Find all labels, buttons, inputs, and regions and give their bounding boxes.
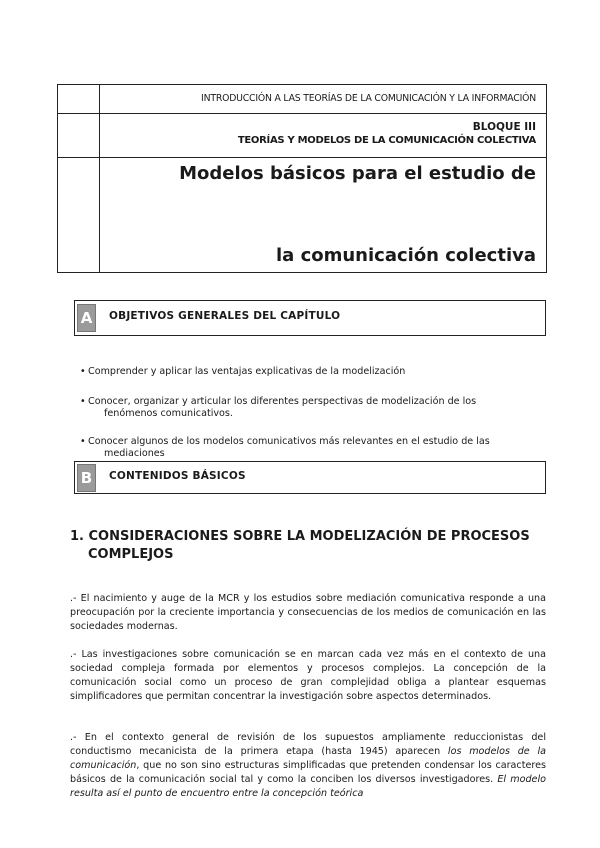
bullet-icon: •: [80, 436, 86, 447]
paragraph-1: .- El nacimiento y auge de la MCR y los estudios sobre mediación comunicativa responde a una preocupación por la creciente importancia y consecuencias de los medios de comunicación en las sociedades modernas.: [70, 593, 546, 632]
list-item: • Comprender y aplicar las ventajas explicativas de la modelización: [80, 366, 406, 377]
block-number: BLOQUE III: [472, 121, 536, 133]
header-row-title: [57, 157, 547, 273]
page-title-line2: la comunicación colectiva: [275, 245, 536, 266]
list-item: • Conocer algunos de los modelos comunicativos más relevantes en el estudio de las mediaciones: [80, 436, 490, 459]
section-b-box: [74, 461, 546, 494]
section-a-box: [74, 300, 546, 336]
page-title-line1: Modelos básicos para el estudio de: [179, 163, 536, 184]
header-row-block: [57, 113, 547, 157]
paragraph-2: .- Las investigaciones sobre comunicación se en marcan cada vez más en el contexto de una sociedad compleja formada por elementos y procesos complejos. La concepción de la comunicación social como un proceso de gran complejidad obliga a plantear esquemas simplificadores que permitan concentrar la investigación sobre aspectos determinados.: [70, 649, 546, 702]
bullet-icon: •: [80, 396, 86, 407]
bullet-icon: •: [80, 366, 86, 377]
section-a-letter: A: [77, 304, 96, 332]
section-b-label: CONTENIDOS BÁSICOS: [109, 470, 246, 482]
section-a-label: OBJETIVOS GENERALES DEL CAPÍTULO: [109, 310, 341, 322]
list-item: • Conocer, organizar y articular los diferentes perspectivas de modelización de los fenómenos comunicativos.: [80, 396, 477, 419]
section-heading-1: 1. CONSIDERACIONES SOBRE LA MODELIZACIÓN DE PROCESOS COMPLEJOS: [70, 529, 530, 562]
block-title: TEORÍAS Y MODELOS DE LA COMUNICACIÓN COLECTIVA: [237, 135, 536, 146]
paragraph-3: .- En el contexto general de revisión de los supuestos ampliamente reduccionistas del conductismo mecanicista de la primera etapa (hasta 1945) aparecen los modelos de la comunicación, que no son sino estructuras simplificadas que pretenden condensar los caracteres básicos de la comunicación social tal y como la conciben los diversos investigadores. El modelo resulta así el punto de encuentro entre la concepción teórica: [70, 732, 546, 799]
header-row-course: [57, 84, 547, 113]
header-table: [57, 84, 547, 273]
course-title: INTRODUCCIÓN A LAS TEORÍAS DE LA COMUNICACIÓN Y LA INFORMACIÓN: [201, 93, 536, 104]
section-b-letter: B: [77, 464, 96, 492]
